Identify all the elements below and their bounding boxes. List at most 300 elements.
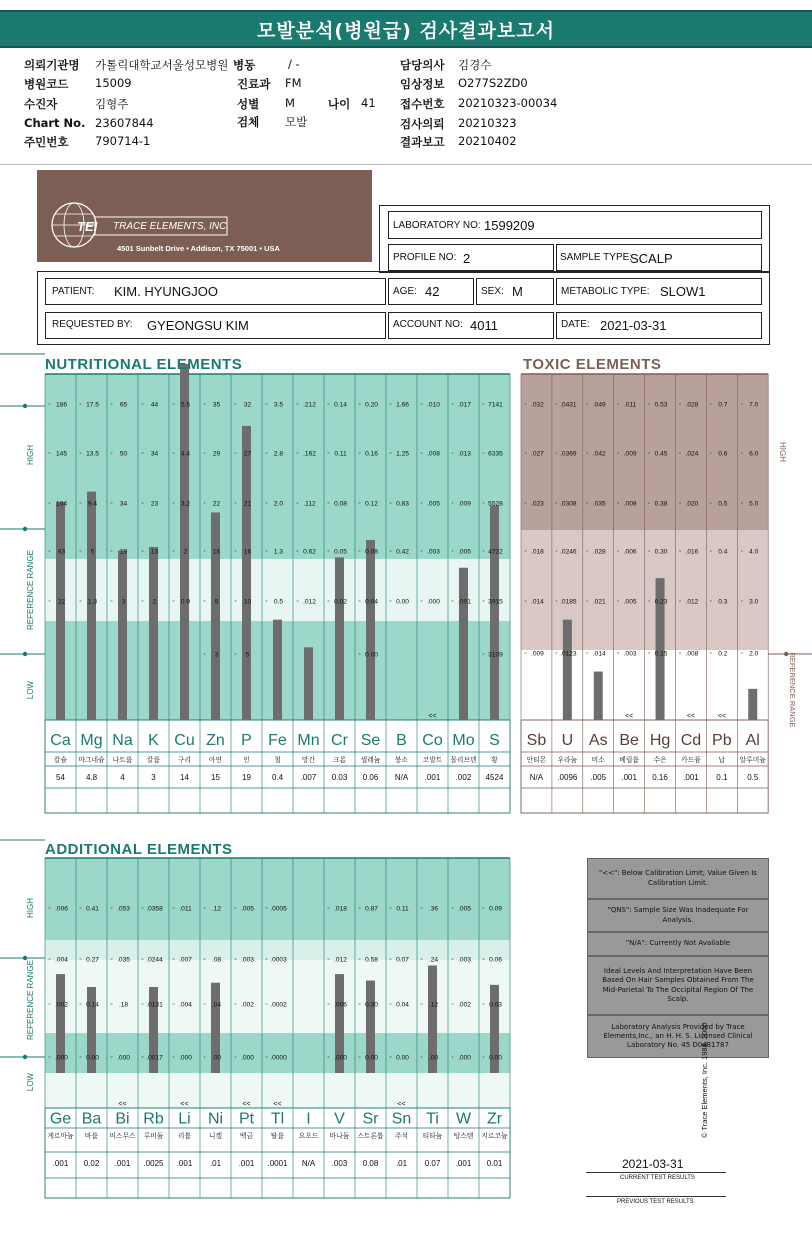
- report-date-label: 결과보고: [400, 135, 445, 149]
- element-value-se: 0.06: [362, 773, 379, 782]
- tick-label-s: 4722: [488, 548, 503, 556]
- ward-label: 병동: [233, 58, 256, 72]
- element-name-ni: 니켈: [208, 1133, 223, 1140]
- tick-label-u: .0308: [560, 500, 577, 508]
- element-symbol-cu: Cu: [174, 731, 195, 749]
- element-name-ti: 티타늄: [422, 1133, 443, 1140]
- tick-label-sn: 0.07: [396, 956, 409, 964]
- element-symbol-pb: Pb: [712, 731, 732, 749]
- element-name-na: 나트륨: [112, 757, 133, 764]
- date-value: 2021-03-31: [600, 318, 667, 333]
- tick-label-pb: 0.2: [718, 650, 728, 658]
- tick-label-fe: 1.3: [273, 548, 284, 556]
- tick-label-hg: 0.15: [654, 650, 668, 658]
- element-value-be: .001: [621, 773, 637, 782]
- bar-ca: [55, 500, 68, 720]
- tick-label-u: .0185: [560, 598, 577, 606]
- tick-label-ni: .04: [211, 1001, 222, 1009]
- element-value-mo: .002: [455, 773, 472, 782]
- tick-label-hg: 0.23: [654, 598, 668, 606]
- tick-label-bi: .18: [118, 1001, 129, 1009]
- requested-value: GYEONGSU KIM: [147, 318, 249, 333]
- bar-p: [242, 426, 251, 720]
- tick-label-k: 13: [150, 548, 159, 556]
- lab-sex-value: M: [512, 284, 523, 299]
- element-name-p: 인: [243, 757, 250, 764]
- tick-label-cr: 0.02: [334, 598, 347, 606]
- copyright: © Trace Elements, Inc. 1988, 2000: [700, 1022, 709, 1138]
- tick-label-v: .012: [334, 956, 347, 964]
- element-value-na: 4: [120, 773, 125, 782]
- element-symbol-sb: Sb: [526, 731, 547, 749]
- tick-label-mo: .001: [458, 598, 471, 606]
- element-symbol-hg: Hg: [649, 731, 671, 749]
- element-name-sb: 안티몬: [526, 757, 547, 764]
- lab-company: TRACE ELEMENTS, INC.: [113, 221, 230, 232]
- tick-label-co: .010: [427, 401, 440, 409]
- tick-label-pt: .000: [241, 1054, 254, 1062]
- lab-age-value: 42: [425, 284, 440, 299]
- tick-label-mg: 1.3: [87, 598, 98, 606]
- tick-label-bi: .000: [117, 1054, 130, 1062]
- bar-fe: [273, 620, 282, 720]
- element-symbol-al: Al: [745, 731, 760, 749]
- previous-label: PREVIOUS TEST RESULTS: [617, 1199, 694, 1205]
- element-value-ni: .01: [209, 1159, 222, 1168]
- tick-label-tl: .0005: [270, 905, 287, 913]
- tick-label-w: .002: [458, 1001, 471, 1009]
- tick-label-as: .049: [592, 401, 606, 409]
- tick-label-pt: .002: [241, 1001, 254, 1009]
- tick-label-s: 5528: [488, 500, 503, 508]
- element-symbol-u: U: [561, 731, 574, 749]
- element-symbol-w: W: [455, 1110, 472, 1128]
- metabolic-label: METABOLIC TYPE:: [561, 286, 650, 297]
- tick-label-sb: .014: [531, 598, 544, 606]
- element-value-fe: 0.4: [271, 773, 284, 782]
- band-1: [45, 559, 510, 621]
- lab-patient-value: KIM. HYUNGJOO: [114, 284, 219, 299]
- tick-label-zn: 16: [212, 548, 221, 556]
- element-symbol-p: P: [241, 731, 252, 749]
- element-symbol-sn: Sn: [391, 1110, 412, 1128]
- element-symbol-li: Li: [178, 1110, 191, 1128]
- element-value-pb: 0.1: [716, 773, 728, 782]
- element-name-be: 베릴륨: [619, 757, 640, 764]
- specimen-value: 모발: [285, 115, 308, 129]
- axis-label-high: HIGH: [26, 898, 35, 918]
- tick-label-hg: 0.30: [654, 548, 668, 556]
- element-name-zr: 지르코늄: [481, 1133, 508, 1140]
- below-limit-marker: <<: [625, 713, 634, 720]
- tick-label-u: .0431: [560, 401, 577, 409]
- tick-label-sr: 0.58: [365, 956, 378, 964]
- profile-value: 2: [463, 251, 471, 266]
- element-symbol-mo: Mo: [452, 731, 475, 749]
- tick-label-b: 1.25: [396, 450, 409, 458]
- bar-cr: [335, 557, 344, 720]
- bar-as: [594, 672, 603, 720]
- element-name-zn: 아연: [208, 757, 223, 764]
- tick-label-se: 0.16: [365, 450, 378, 458]
- tick-label-s: 3915: [488, 598, 503, 606]
- age-label: 나이: [328, 97, 351, 111]
- axis-dot: [23, 652, 27, 656]
- tick-label-ge: .006: [55, 905, 68, 913]
- tick-label-k: 2: [152, 598, 157, 606]
- tick-label-hg: 0.53: [654, 401, 668, 409]
- tick-label-s: 6335: [488, 450, 503, 458]
- element-symbol-ni: Ni: [207, 1110, 224, 1128]
- lab-address: 4501 Sunbelt Drive • Addison, TX 75001 • USA: [117, 244, 280, 253]
- tick-label-p: 16: [243, 548, 252, 556]
- tick-label-na: 19: [119, 548, 128, 556]
- element-symbol-fe: Fe: [268, 731, 287, 749]
- previous-line: [586, 1196, 726, 1197]
- tick-label-rb: .0358: [146, 905, 163, 913]
- element-value-i: N/A: [301, 1159, 316, 1168]
- element-symbol-v: V: [334, 1110, 345, 1128]
- tick-label-co: .000: [427, 598, 440, 606]
- tick-label-bi: .053: [117, 905, 130, 913]
- note-interpretation: Ideal Levels And Interpretation Have Been Based On Hair Samples Obtained From The Mid-Parietal To The Occipital Region Of The Scalp.: [587, 956, 769, 1015]
- element-value-zn: 15: [211, 773, 220, 782]
- tick-label-p: 5: [245, 651, 250, 659]
- tick-label-u: .0369: [560, 450, 577, 458]
- tick-label-ca: 186: [55, 401, 68, 409]
- tick-label-zn: 22: [212, 500, 221, 508]
- tick-label-be: .003: [623, 650, 637, 658]
- element-value-pt: .001: [238, 1159, 255, 1168]
- element-name-co: 코발트: [422, 757, 443, 764]
- element-symbol-sr: Sr: [362, 1110, 379, 1128]
- tick-label-zn: 35: [212, 401, 221, 409]
- tick-label-li: .011: [179, 905, 192, 913]
- additional-title: ADDITIONAL ELEMENTS: [45, 841, 233, 858]
- tick-label-li: .000: [179, 1054, 192, 1062]
- tick-label-ni: .08: [211, 956, 222, 964]
- tick-label-li: .007: [179, 956, 192, 964]
- tick-label-ge: .002: [55, 1001, 68, 1009]
- element-value-cd: .001: [683, 773, 699, 782]
- tick-label-mn: 0.62: [303, 548, 316, 556]
- below-limit-marker: <<: [428, 713, 437, 720]
- lab-age-label: AGE:: [393, 286, 417, 297]
- tick-label-cr: 0.11: [334, 450, 347, 458]
- profile-label: PROFILE NO:: [393, 252, 457, 263]
- below-limit-marker: <<: [242, 1101, 251, 1108]
- element-symbol-cd: Cd: [680, 731, 702, 749]
- patient-value: 김형주: [95, 97, 129, 111]
- tick-label-al: 5.0: [749, 500, 759, 508]
- tick-label-se: 0.00: [365, 651, 378, 659]
- element-name-mo: 몰리브덴: [450, 757, 477, 764]
- element-symbol-co: Co: [422, 731, 443, 749]
- element-value-v: .003: [331, 1159, 348, 1168]
- tick-label-mn: .162: [303, 450, 316, 458]
- tick-label-w: .000: [458, 1054, 471, 1062]
- axis-label-high: HIGH: [26, 445, 35, 465]
- labno-label: LABORATORY NO:: [393, 220, 481, 231]
- tick-label-mo: .009: [458, 500, 471, 508]
- dept-label: 진료과: [237, 77, 271, 91]
- element-name-v: 바나듐: [329, 1133, 350, 1140]
- tick-label-ge: .004: [55, 956, 68, 964]
- element-value-s: 4524: [485, 773, 504, 782]
- tick-label-co: .008: [427, 450, 440, 458]
- tick-label-p: 32: [243, 401, 252, 409]
- nutritional-title: NUTRITIONAL ELEMENTS: [45, 356, 243, 373]
- bar-zn: [211, 512, 220, 720]
- axis-dot: [23, 956, 27, 960]
- tick-label-mo: .013: [458, 450, 471, 458]
- request-date-label: 검사의뢰: [400, 117, 445, 131]
- tick-label-zn: 29: [212, 450, 221, 458]
- tick-label-k: 34: [150, 450, 159, 458]
- age-value: 41: [361, 96, 376, 110]
- element-name-s: 황: [491, 757, 498, 764]
- tick-label-tl: .0000: [270, 1054, 287, 1062]
- below-limit-marker: <<: [717, 713, 726, 720]
- tick-label-sr: 0.30: [365, 1001, 378, 1009]
- bar-cu: [180, 364, 189, 720]
- tick-label-tl: .0003: [270, 956, 287, 964]
- element-value-u: .0096: [557, 773, 578, 782]
- tick-label-as: .014: [592, 650, 606, 658]
- element-symbol-ba: Ba: [81, 1110, 102, 1128]
- tick-label-al: 7.0: [749, 401, 759, 409]
- tick-label-rb: .0244: [146, 956, 163, 964]
- date-label: DATE:: [561, 319, 590, 330]
- element-value-ca: 54: [56, 773, 65, 782]
- reception-value: 20210323-00034: [458, 96, 558, 110]
- bar-k: [149, 547, 158, 720]
- tick-label-be: .005: [623, 598, 637, 606]
- tick-label-ba: 0.27: [86, 956, 99, 964]
- tick-label-cr: 0.08: [334, 500, 347, 508]
- tick-label-zn: 9: [214, 598, 219, 606]
- element-symbol-pt: Pt: [238, 1110, 255, 1128]
- element-name-rb: 루비듐: [143, 1133, 164, 1140]
- element-symbol-se: Se: [360, 731, 381, 749]
- element-name-u: 우라늄: [557, 757, 578, 764]
- element-name-li: 리튬: [177, 1133, 192, 1140]
- tick-label-zn: 3: [214, 651, 219, 659]
- below-limit-marker: <<: [686, 713, 696, 720]
- tick-label-hg: 0.45: [654, 450, 668, 458]
- tick-label-cd: .008: [685, 650, 699, 658]
- account-label: ACCOUNT NO:: [393, 319, 463, 330]
- tick-label-ba: 0.14: [86, 1001, 99, 1009]
- toxic-title: TOXIC ELEMENTS: [523, 356, 662, 373]
- tick-label-pb: 0.6: [718, 450, 728, 458]
- tick-label-ca: 22: [57, 598, 66, 606]
- tick-label-b: 0.00: [396, 598, 409, 606]
- element-value-ba: 0.02: [83, 1159, 100, 1168]
- tick-label-li: .004: [179, 1001, 192, 1009]
- lab-logo-text: TEI: [77, 219, 98, 234]
- element-symbol-as: As: [588, 731, 608, 749]
- tick-label-na: 65: [119, 401, 128, 409]
- report-date-value: 20210402: [458, 134, 517, 148]
- element-name-hg: 수은: [653, 757, 667, 764]
- tick-label-pb: 0.4: [718, 548, 728, 556]
- tick-label-se: 0.04: [365, 598, 378, 606]
- clinical-value: O277S2ZD0: [458, 76, 528, 90]
- tick-label-fe: 0.5: [273, 598, 284, 606]
- axis-label-low: LOW: [26, 1072, 35, 1092]
- element-value-b: N/A: [394, 773, 409, 782]
- specimen-label: 검체: [237, 115, 260, 129]
- tick-label-cd: .012: [685, 598, 699, 606]
- element-value-ge: .001: [52, 1159, 69, 1168]
- metabolic-value: SLOW1: [660, 284, 706, 299]
- tick-label-al: 6.0: [749, 450, 759, 458]
- element-name-sn: 주석: [394, 1133, 409, 1140]
- sample-value: SCALP: [630, 251, 673, 266]
- tick-label-s: 3109: [488, 651, 503, 659]
- code-label: 병원코드: [24, 77, 69, 91]
- element-value-sn: .01: [395, 1159, 408, 1168]
- axis-label-reference: REFERENCE RANGE: [788, 652, 798, 728]
- tick-label-sb: .009: [531, 650, 544, 658]
- tick-label-k: 44: [150, 401, 159, 409]
- tick-label-cu: 5.5: [180, 401, 191, 409]
- element-value-mg: 4.8: [85, 773, 98, 782]
- tick-label-mn: .012: [303, 598, 316, 606]
- request-date-value: 20210323: [458, 116, 517, 130]
- tick-label-b: 0.42: [396, 548, 409, 556]
- tick-label-fe: 2.0: [273, 500, 284, 508]
- bar-na: [118, 550, 127, 720]
- tick-label-mn: .212: [303, 401, 316, 409]
- bar-u: [563, 620, 572, 720]
- tick-label-fe: 2.8: [273, 450, 284, 458]
- element-symbol-mg: Mg: [80, 731, 103, 749]
- tick-label-sn: 0.00: [396, 1054, 409, 1062]
- tick-label-tl: .0002: [270, 1001, 287, 1009]
- element-symbol-zr: Zr: [486, 1110, 503, 1128]
- tick-label-pt: .003: [241, 956, 254, 964]
- tick-label-v: .000: [334, 1054, 347, 1062]
- institution-value: 가톨릭대학교서울성모병원: [95, 58, 229, 72]
- element-symbol-cr: Cr: [331, 731, 348, 749]
- tick-label-ba: 0.41: [86, 905, 99, 913]
- tick-label-sb: .018: [531, 548, 544, 556]
- element-symbol-k: K: [148, 731, 159, 749]
- sex-label: 성별: [237, 97, 260, 111]
- tick-label-hg: 0.38: [654, 500, 668, 508]
- tick-label-mo: .017: [458, 401, 471, 409]
- below-limit-marker: <<: [273, 1101, 282, 1108]
- element-value-w: .001: [455, 1159, 472, 1168]
- element-name-cr: 크롬: [332, 757, 347, 764]
- element-value-cu: 14: [180, 773, 189, 782]
- code-value: 15009: [95, 76, 132, 90]
- tick-label-as: .028: [592, 548, 606, 556]
- tick-label-mg: 5: [90, 548, 95, 556]
- tick-label-ti: .24: [428, 956, 439, 964]
- element-value-ti: 0.07: [424, 1159, 441, 1168]
- element-name-ba: 바륨: [84, 1133, 99, 1140]
- tick-label-cu: 2: [183, 548, 188, 556]
- account-value: 4011: [470, 318, 498, 333]
- tick-label-pb: 0.3: [718, 598, 728, 606]
- tick-label-co: .005: [427, 500, 440, 508]
- element-name-pt: 백금: [239, 1133, 254, 1140]
- tick-label-al: 4.0: [749, 548, 759, 556]
- tick-label-cu: 3.2: [180, 500, 191, 508]
- axis-dot: [23, 404, 27, 408]
- tick-label-be: .009: [623, 450, 637, 458]
- element-value-cr: 0.03: [331, 773, 348, 782]
- element-name-ca: 칼슘: [53, 757, 68, 764]
- tick-label-sr: 0.00: [365, 1054, 378, 1062]
- element-symbol-ti: Ti: [426, 1110, 439, 1128]
- tick-label-sn: 0.04: [396, 1001, 409, 1009]
- axis-label-low: LOW: [26, 680, 35, 700]
- element-name-sr: 스트론튬: [357, 1133, 384, 1140]
- current-date: 2021-03-31: [622, 1157, 684, 1171]
- sample-label: SAMPLE TYPE:: [560, 252, 633, 263]
- tick-label-b: 1.66: [396, 401, 409, 409]
- tick-label-ti: .00: [428, 1054, 439, 1062]
- tick-label-cu: 4.4: [180, 450, 191, 458]
- element-value-hg: 0.16: [652, 773, 668, 782]
- tick-label-al: 3.0: [749, 598, 759, 606]
- tick-label-fe: 3.5: [273, 401, 284, 409]
- element-symbol-zn: Zn: [206, 731, 225, 749]
- tick-label-k: 23: [150, 500, 159, 508]
- tick-label-w: .003: [458, 956, 471, 964]
- tick-label-w: .005: [458, 905, 471, 913]
- element-symbol-i: I: [306, 1110, 311, 1128]
- band-2: [45, 960, 510, 1033]
- tick-label-cu: 0.9: [180, 598, 191, 606]
- element-name-tl: 탈륨: [270, 1133, 285, 1140]
- element-symbol-tl: Tl: [270, 1110, 285, 1128]
- tick-label-u: .0123: [560, 650, 577, 658]
- tick-label-as: .035: [592, 500, 606, 508]
- element-value-sb: N/A: [529, 773, 544, 782]
- patient-label: 수진자: [24, 97, 58, 111]
- tick-label-sb: .023: [531, 500, 544, 508]
- tick-label-mn: .112: [303, 500, 316, 508]
- tick-label-ni: .12: [211, 905, 222, 913]
- tick-label-ni: .00: [211, 1054, 222, 1062]
- element-symbol-na: Na: [112, 731, 133, 749]
- element-name-w: 텅스텐: [453, 1133, 474, 1140]
- element-name-k: 칼륨: [146, 757, 161, 764]
- tick-label-na: 3: [121, 598, 126, 606]
- tick-label-se: 0.12: [365, 500, 378, 508]
- note-lab-license: Laboratory Analysis Provided by Trace Elements,Inc., an H. H. S. Licensed Clinical Laboratory No. 45 D0481787: [587, 1015, 769, 1058]
- element-symbol-rb: Rb: [143, 1110, 164, 1128]
- tick-label-se: 0.20: [365, 401, 378, 409]
- tick-label-pb: 0.5: [718, 500, 728, 508]
- tick-label-ti: .12: [428, 1001, 439, 1009]
- element-symbol-b: B: [396, 731, 407, 749]
- tick-label-ca: 104: [55, 500, 68, 508]
- tick-label-cd: .024: [685, 450, 699, 458]
- element-value-tl: .0001: [267, 1159, 288, 1168]
- tick-label-v: .018: [334, 905, 347, 913]
- tick-label-cd: .020: [685, 500, 699, 508]
- tick-label-rb: .0131: [146, 1001, 163, 1009]
- element-value-mn: .007: [300, 773, 317, 782]
- tick-label-se: 0.08: [365, 548, 378, 556]
- tick-label-na: 34: [119, 500, 128, 508]
